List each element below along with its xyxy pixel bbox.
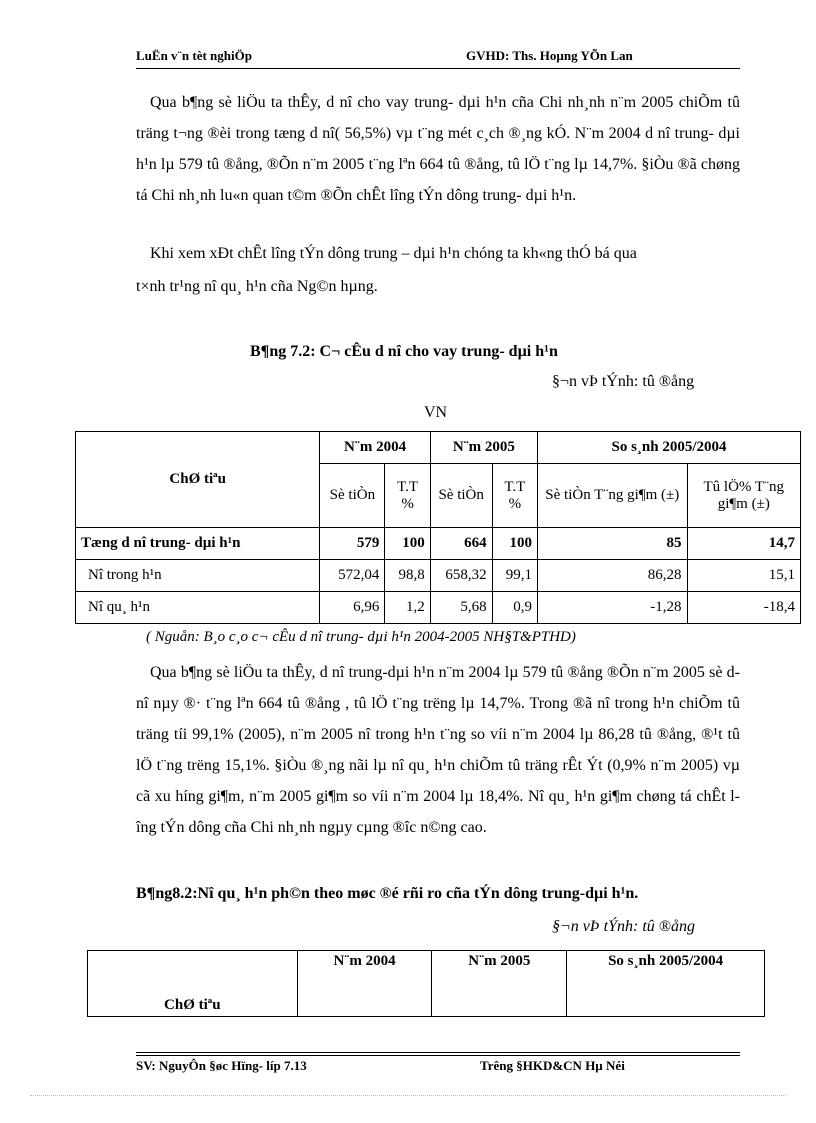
- header-rule: [136, 68, 740, 69]
- table1-sub-tt-2004: T.T %: [385, 464, 430, 528]
- table1-cell-rate: -18,4: [687, 592, 800, 624]
- table1-cell-diff: 86,28: [538, 560, 688, 592]
- table1-unit-cont: VN: [424, 404, 448, 421]
- table1-header-2004: N¨m 2004: [320, 432, 430, 464]
- table1-cell-label: Nî qu¸ h¹n: [76, 592, 320, 624]
- paragraph-2-line-2: t×nh tr¹ng nî qu¸ h¹n cña Ng©n hµng.: [136, 278, 378, 295]
- table1-sub-tt-2005: T.T %: [492, 464, 537, 528]
- header-advisor-label: GVHD: Ths. Hoµng YÕn Lan: [466, 48, 633, 63]
- table1-cell-rate: 15,1: [687, 560, 800, 592]
- table1-sub-amount-2004: Sè tiÒn: [320, 464, 385, 528]
- table1-cell-amount-2004: 572,04: [320, 560, 385, 592]
- table1-sub-inc-amount: Sè tiÒn T¨ng gi¶m (±): [538, 464, 688, 528]
- table2-header-2004: N¨m 2004: [297, 951, 432, 1017]
- table2-header-2005: N¨m 2005: [432, 951, 567, 1017]
- table1-row: [76, 528, 801, 560]
- table1-unit: §¬n vÞ tÝnh: tû ®ång: [552, 373, 695, 390]
- footer-student-label: SV: NguyÔn §øc Hïng- líp 7.13: [136, 1058, 307, 1073]
- table1-cell-amount-2005: 5,68: [430, 592, 492, 624]
- table1-row: [76, 560, 801, 592]
- table1-header-2005: N¨m 2005: [430, 432, 537, 464]
- table1-cell-tt-2004: 100: [385, 528, 430, 560]
- footer-school-label: Trêng §HKD&CN Hµ Néi: [480, 1058, 625, 1073]
- table2-caption: B¶ng8.2:Nî qu¸ h¹n ph©n theo møc ®é rñi ro cña tÝn dông trung-dµi h¹n.: [136, 885, 639, 902]
- table1-cell-amount-2005: 658,32: [430, 560, 492, 592]
- table1-header-criteria: ChØ tiªu: [76, 432, 320, 528]
- table1-cell-rate: 14,7: [687, 528, 800, 560]
- table1-cell-tt-2004: 1,2: [385, 592, 430, 624]
- page-boundary: [30, 1095, 786, 1096]
- table1-source: ( Nguån: B¸o c¸o c¬ cÊu d nî trung- dµi h¹n 2004-2005 NH§T&PTHD): [146, 629, 576, 645]
- table1-cell-amount-2005: 664: [430, 528, 492, 560]
- table1-cell-tt-2005: 99,1: [492, 560, 537, 592]
- table1-sub-inc-rate: Tû lÖ% T¨ng gi¶m (±): [687, 464, 800, 528]
- table1-cell-label: Tæng d nî trung- dµi h¹n: [76, 528, 320, 560]
- page-header: [136, 48, 740, 68]
- table1-caption: B¶ng 7.2: C¬ cÊu d nî cho vay trung- dµi h¹n: [250, 343, 558, 360]
- table1-cell-amount-2004: 6,96: [320, 592, 385, 624]
- footer-rule-2: [136, 1055, 740, 1056]
- table1-cell-tt-2005: 0,9: [492, 592, 537, 624]
- footer-rule: [136, 1052, 740, 1053]
- table2-header-criteria: ChØ tiªu: [88, 951, 298, 1017]
- paragraph-1: Qua b¶ng sè liÖu ta thÊy, d nî cho vay trung- dµi h¹n cña Chi nh¸nh n¨m 2005 chiÕm tû träng t¬ng ®èi trong tæng d nî( 56,5%) vµ t¨ng mét c¸ch ®¸ng kÓ. N¨m 2004 d nî trung- dµi h¹n lµ 579 tû ®ång, ®Õn n¨m 2005 t¨ng lªn 664 tû ®ång, tû lÖ t¨ng lµ 14,7%. §iÒu ®ã chøng tá Chi nh¸nh lu«n quan t©m ®Õn chÊt lîng tÝn dông trung- dµi h¹n.: [136, 94, 740, 204]
- table1-header-compare: So s¸nh 2005/2004: [538, 432, 801, 464]
- table1-cell-label: Nî trong h¹n: [76, 560, 320, 592]
- table2-unit: §¬n vÞ tÝnh: tû ®ång: [552, 918, 695, 935]
- table1-cell-diff: 85: [538, 528, 688, 560]
- table1-body: [76, 528, 801, 624]
- table1-cell-amount-2004: 579: [320, 528, 385, 560]
- table2: [87, 950, 765, 1017]
- table1-row: [76, 592, 801, 624]
- header-thesis-label: LuËn v¨n tèt nghiÖp: [136, 48, 252, 63]
- paragraph-2-line-1: Khi xem xÐt chÊt lîng tÝn dông trung – dµi h¹n chóng ta kh«ng thÓ bá qua: [150, 245, 637, 262]
- paragraph-3: Qua b¶ng sè liÖu ta thÊy, d nî trung-dµi h¹n n¨m 2004 lµ 579 tû ®ång ®Õn n¨m 2005 sè d nî nµy ®· t¨ng lªn 664 tû ®ång , tû lÖ t¨ng trëng lµ 14,7%. Trong ®ã nî trong h¹n chiÕm tû träng tíi 99,1% (2005), n¨m 2005 nî trong h¹n t¨ng so víi n¨m 2004 lµ 86,28 tû ®ång, ®¹t tû lÖ t¨ng trëng 15,1%. §iÒu ®¸ng nãi lµ nî qu¸ h¹n chiÕm tû träng rÊt Ýt (0,9% n¨m 2005) vµ cã xu híng gi¶m, n¨m 2005 gi¶m so víi n¨m 2004 lµ 18,4%. Nî qu¸ h¹n gi¶m chøng tá chÊt lîng tÝn dông cña Chi nh¸nh ngµy cµng ®îc n©ng cao.: [136, 664, 740, 836]
- table1-sub-amount-2005: Sè tiÒn: [430, 464, 492, 528]
- table1-cell-tt-2004: 98,8: [385, 560, 430, 592]
- table1: [75, 431, 801, 624]
- table1-cell-tt-2005: 100: [492, 528, 537, 560]
- table1-cell-diff: -1,28: [538, 592, 688, 624]
- table2-header-compare: So s¸nh 2005/2004: [567, 951, 765, 1017]
